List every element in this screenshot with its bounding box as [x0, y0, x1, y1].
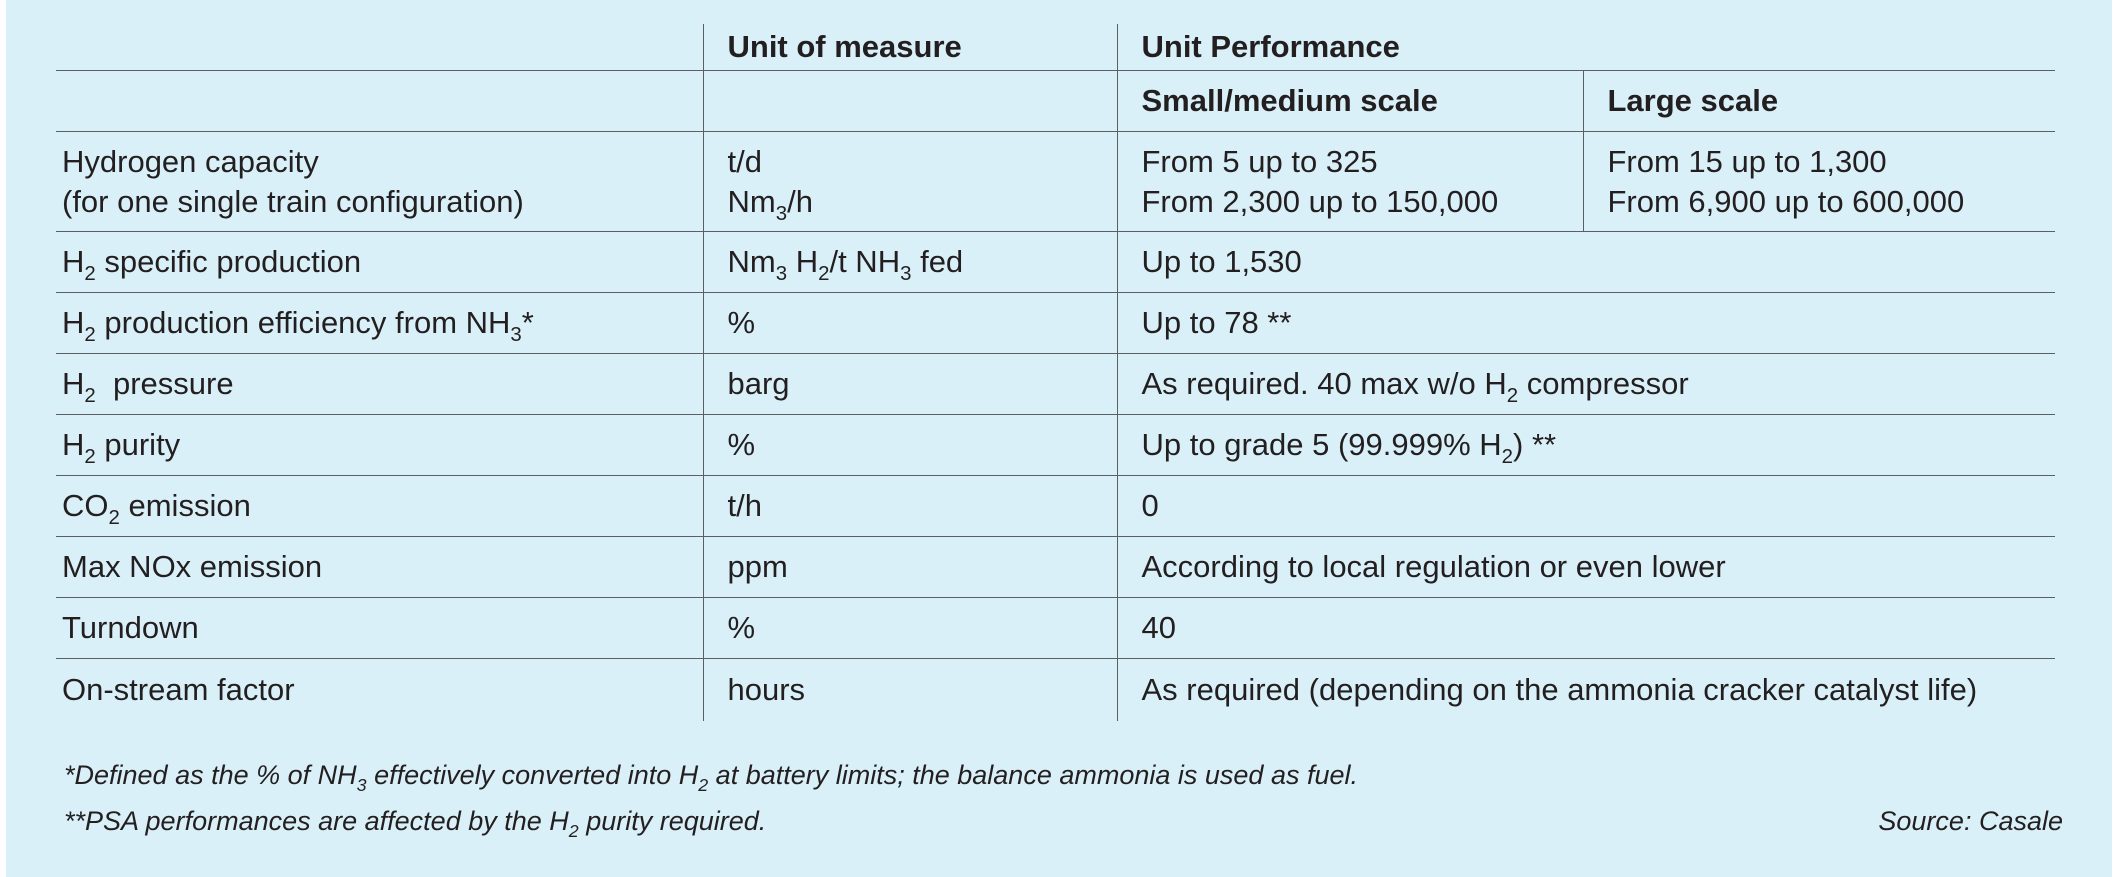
subheader-blank-unit: [703, 71, 1117, 132]
parameter-cell: $CO_2$ emission: [56, 476, 703, 537]
value-cell: As required. 40 max w/o $H_2$ compressor: [1117, 354, 2055, 415]
value-cell: As required (depending on the ammonia cracker catalyst life): [1117, 659, 2055, 722]
large-scale-cell: [1583, 132, 2055, 232]
value-cell: 0: [1117, 476, 2055, 537]
value-line: From 5 up to 325: [1141, 143, 1378, 179]
table-row: [56, 232, 2055, 293]
table-row: [56, 537, 2055, 598]
footnotes: [64, 752, 2063, 844]
header-large-scale: Large scale: [1583, 71, 2055, 132]
table-row: [56, 598, 2055, 659]
unit-cell: %: [703, 598, 1117, 659]
unit-cell: ppm: [703, 537, 1117, 598]
unit-cell: %: [703, 293, 1117, 354]
source-credit: Source: Casale: [1878, 806, 2063, 836]
value-line: From 15 up to 1,300: [1607, 143, 1887, 179]
unit-cell: [703, 132, 1117, 232]
header-small-medium-scale: Small/medium scale: [1117, 71, 1583, 132]
value-cell: Up to 78 **: [1117, 293, 2055, 354]
value-cell: According to local regulation or even lower: [1117, 537, 2055, 598]
parameter-cell: Max NOx emission: [56, 537, 703, 598]
parameter-cell: Turndown: [56, 598, 703, 659]
unit-cell: t/h: [703, 476, 1117, 537]
subheader-row: [56, 71, 2055, 132]
value-cell: Up to 1,530: [1117, 232, 2055, 293]
unit-cell: $Nm_3$ $H_2/t$ $NH_3$ fed: [703, 232, 1117, 293]
table-row: [56, 132, 2055, 232]
header-unit-performance: Unit Performance: [1117, 24, 2055, 71]
unit-cell: barg: [703, 354, 1117, 415]
header-unit-of-measure: Unit of measure: [703, 24, 1117, 71]
parameter-cell: $H_2$ purity: [56, 415, 703, 476]
parameter-cell: [56, 132, 703, 232]
value-line: From 6,900 up to 600,000: [1607, 183, 1965, 219]
subheader-blank: [56, 71, 703, 132]
value-cell: Up to grade 5 (99.999% $H_2$) **: [1117, 415, 2055, 476]
unit-line: t/d: [727, 143, 762, 179]
table-row: [56, 293, 2055, 354]
header-row: [56, 24, 2055, 71]
table-panel: [6, 0, 2112, 877]
table-row: [56, 476, 2055, 537]
table-row: [56, 354, 2055, 415]
table-row: [56, 659, 2055, 722]
parameter-cell: On-stream factor: [62, 672, 295, 707]
parameter-cell: $H_2$ specific production: [56, 232, 703, 293]
unit-cell: hours: [703, 659, 1117, 722]
small-scale-cell: [1117, 132, 1583, 232]
value-cell: 40: [1117, 598, 2055, 659]
value-line: From 2,300 up to 150,000: [1141, 183, 1499, 219]
unit-cell: %: [703, 415, 1117, 476]
parameter-line: (for one single train configuration): [62, 183, 524, 219]
header-blank: [56, 24, 703, 71]
footnote-1: *Defined as the % of $NH_3$ effectively converted into $H_2$ at battery limits; the balance ammonia is used as fuel.: [64, 760, 1358, 795]
table-row: [56, 415, 2055, 476]
unit-line: $Nm_3/h$: [727, 183, 813, 225]
parameter-line: Hydrogen capacity: [62, 143, 319, 179]
footnote-2: **PSA performances are affected by the $H_2$ purity required.: [64, 806, 767, 841]
parameter-cell: $H_2$ production efficiency from $NH_3*$: [56, 293, 703, 354]
parameter-cell: $H_2$ pressure: [56, 354, 703, 415]
performance-table: [56, 24, 2055, 721]
